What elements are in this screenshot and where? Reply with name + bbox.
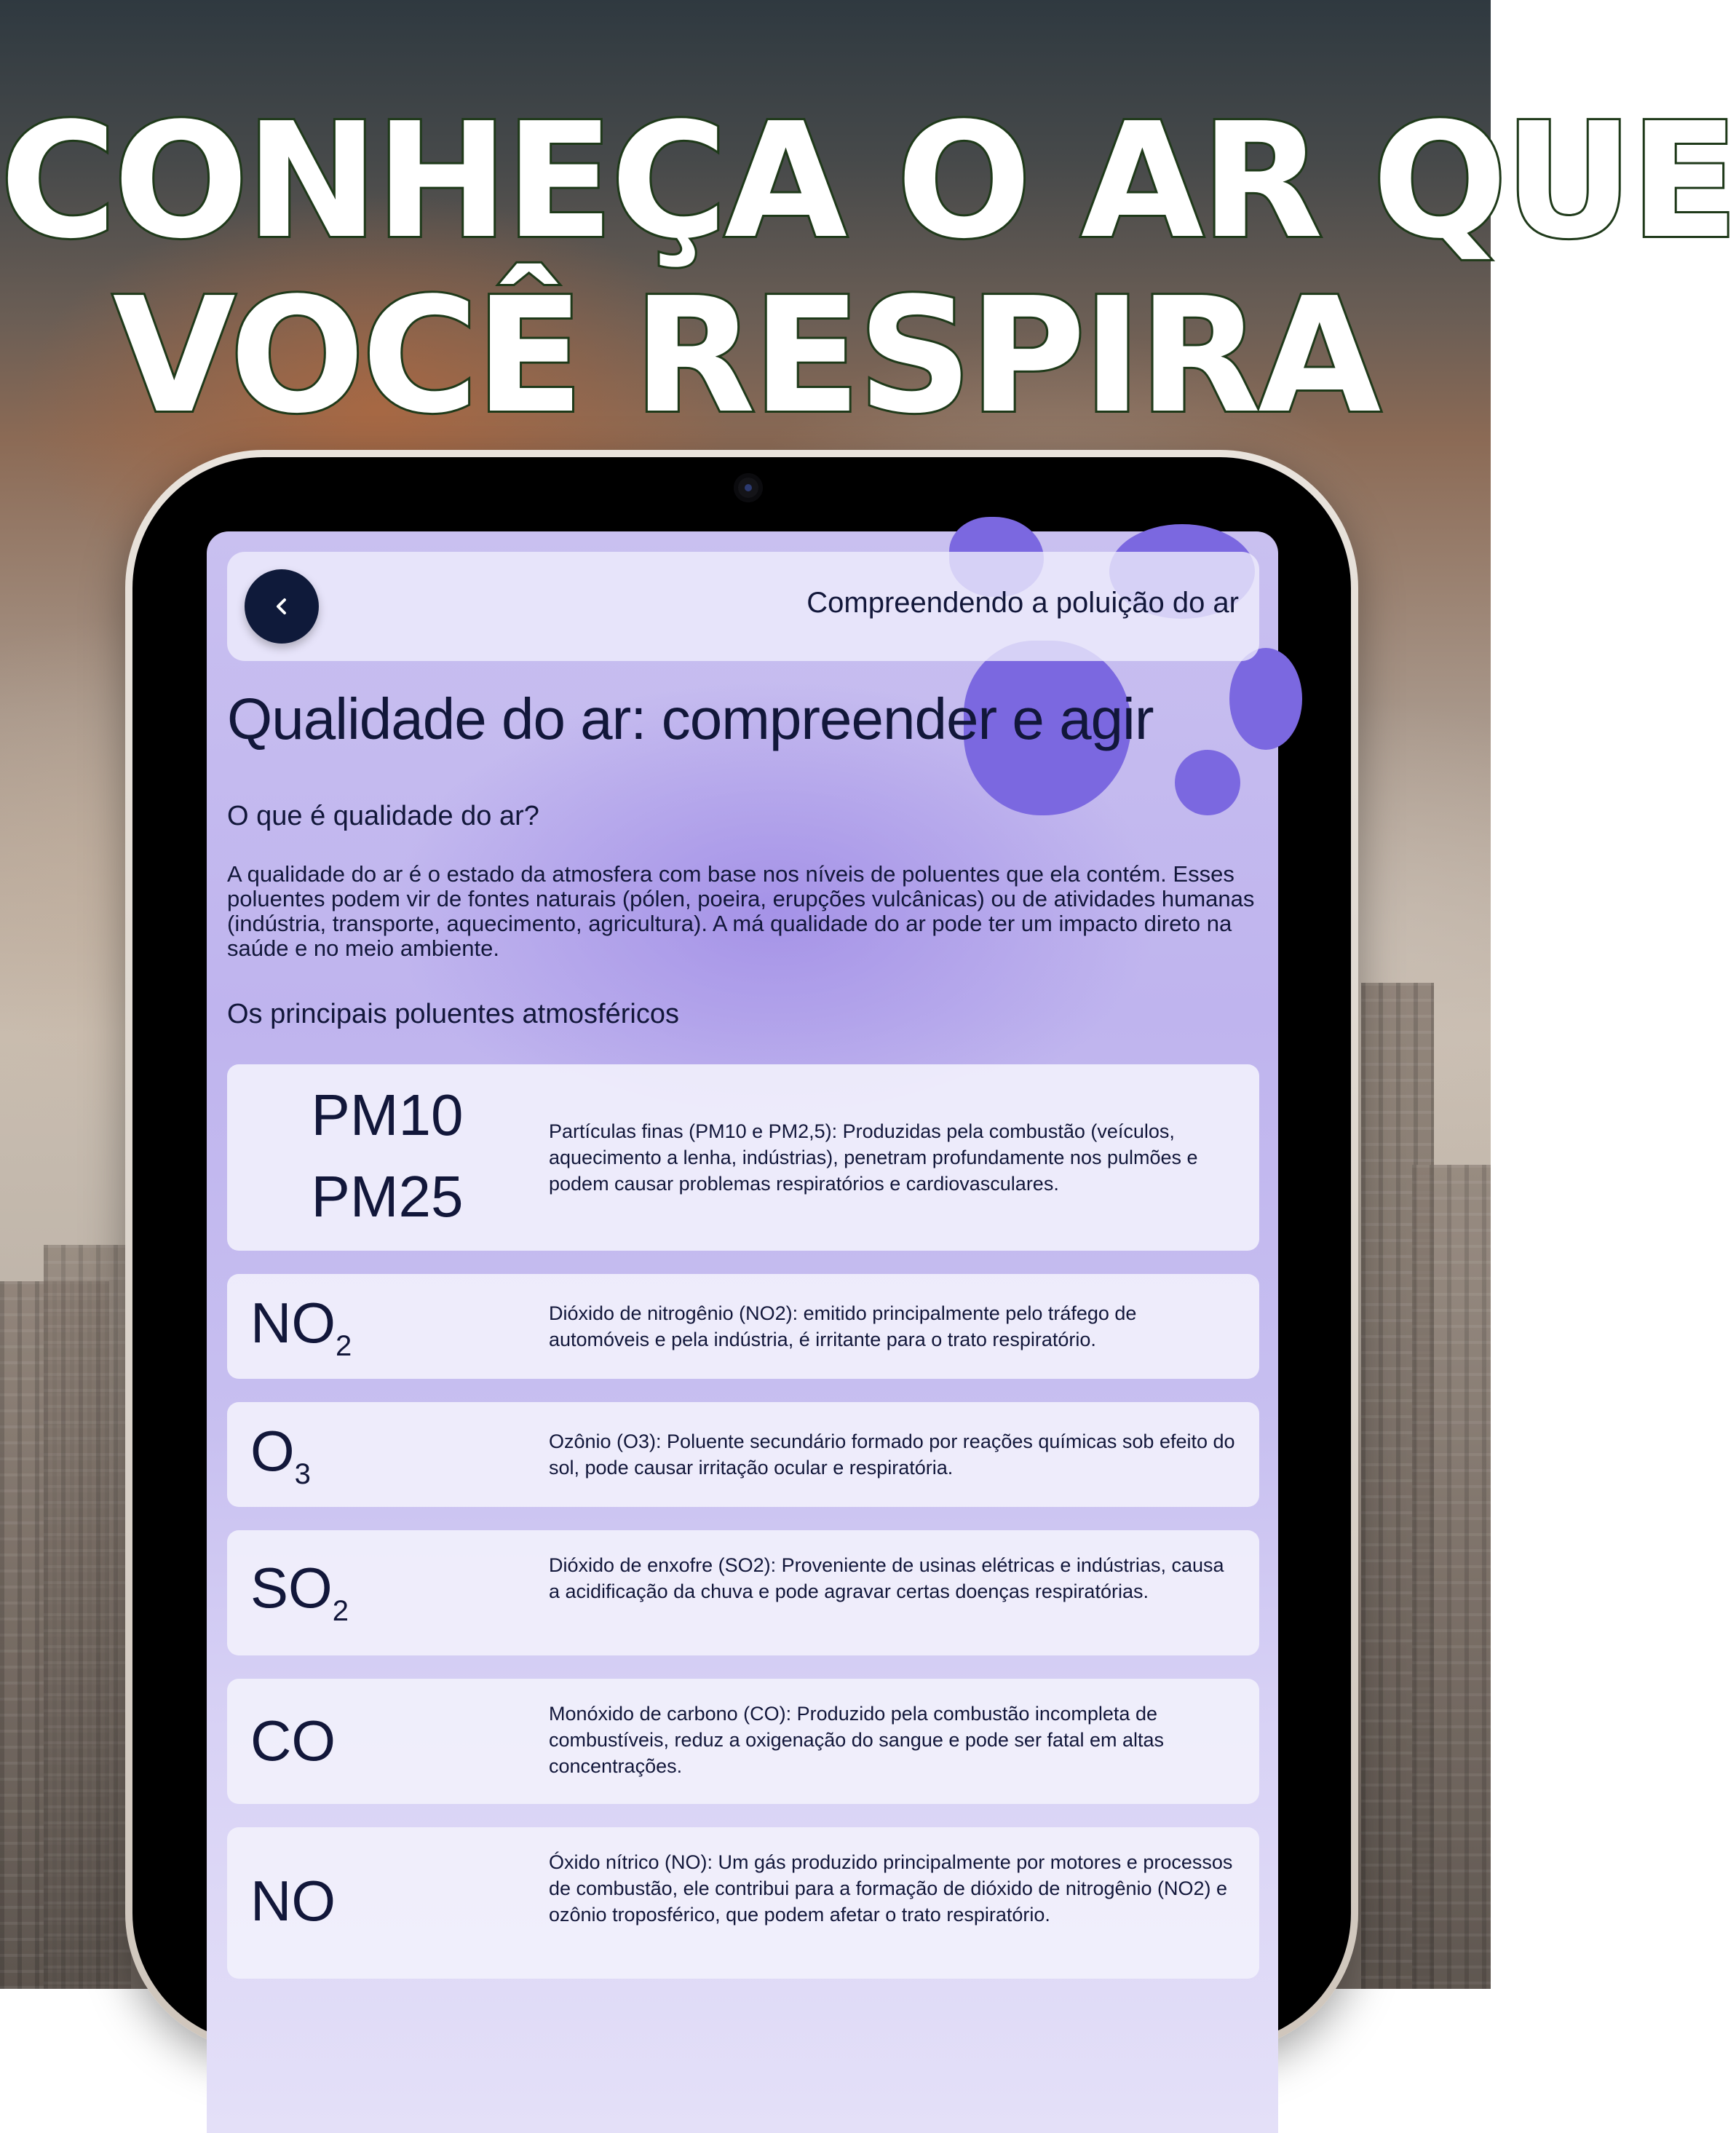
symbol-subscript: 2 [332, 1595, 349, 1627]
camera-icon [734, 473, 763, 502]
pm10-label: PM10 [311, 1083, 464, 1147]
chevron-left-icon [271, 595, 293, 617]
pollutant-symbol [250, 1708, 336, 1774]
pollutant-symbol [250, 1290, 352, 1362]
page-title: Qualidade do ar: compreender e agir [227, 686, 1154, 751]
pm25-label: PM25 [311, 1164, 464, 1229]
building-right-2 [1412, 1165, 1491, 1989]
symbol-subscript: 2 [336, 1330, 352, 1362]
promo-headline [0, 90, 1736, 448]
pollutant-description: Monóxido de carbono (CO): Produzido pela combustão incompleta de combustíveis, reduz a oxigenação do sangue e pode ser fatal em altas concentrações. [549, 1703, 1165, 1777]
pollutant-symbol [250, 1868, 336, 1934]
pollutant-symbol [250, 1418, 311, 1490]
app-header [227, 552, 1259, 661]
symbol-text: CO [250, 1709, 336, 1773]
pollutants-heading: Os principais poluentes atmosféricos [227, 999, 679, 1029]
pollutant-card-pm[interactable] [227, 1064, 1259, 1251]
decorative-blob-4 [1229, 648, 1302, 750]
symbol-text: SO [250, 1556, 333, 1620]
intro-heading: O que é qualidade do ar? [227, 801, 539, 831]
pollutant-card-o3[interactable] [227, 1402, 1259, 1507]
symbol-text: O [250, 1419, 295, 1483]
decorative-blob-5 [1175, 750, 1240, 815]
pollutant-card-no[interactable] [227, 1827, 1259, 1979]
tablet-frame [125, 450, 1358, 2051]
app-screen [207, 531, 1278, 2133]
headline-line-2: VOCÊ RESPIRA [112, 264, 1379, 448]
back-button[interactable] [245, 569, 319, 644]
pollutant-description: Partículas finas (PM10 e PM2,5): Produzidas pela combustão (veículos, aquecimento a lenha, indústrias), penetram profundamente nos pulmões e podem causar problemas respiratórios e cardiovasculares. [549, 1120, 1198, 1195]
pollutant-card-co[interactable] [227, 1679, 1259, 1804]
pollutant-description: Dióxido de enxofre (SO2): Proveniente de usinas elétricas e indústrias, causa a acidificação da chuva e pode agravar certas doenças respiratórias. [549, 1554, 1224, 1602]
tablet-bezel [132, 457, 1351, 2044]
pollutant-card-so2[interactable] [227, 1530, 1259, 1655]
symbol-text: NO [250, 1291, 336, 1355]
pollutant-card-no2[interactable] [227, 1274, 1259, 1379]
intro-text: A qualidade do ar é o estado da atmosfera com base nos níveis de poluentes que ela contém. Esses poluentes podem vir de fontes naturais (pólen, poeira, erupções vulcânicas) ou de atividades humanas (indústria, transporte, aquecimento, agricultura). A má qualidade do ar pode ter um impacto direto na saúde e no meio ambiente. [227, 861, 1255, 961]
pollutant-symbol [250, 1555, 349, 1627]
pollutant-description: Ozônio (O3): Poluente secundário formado por reações químicas sob efeito do sol, pode causar irritação ocular e respiratória. [549, 1430, 1235, 1479]
pollutant-description: Óxido nítrico (NO): Um gás produzido principalmente por motores e processos de combustão, ele contribui para a formação de dióxido de nitrogênio (NO2) e ozônio troposférico, que podem afetar o trato respiratório. [549, 1851, 1233, 1926]
pollutant-symbol [227, 1075, 547, 1238]
building-left-2 [44, 1245, 131, 1989]
symbol-subscript: 3 [294, 1458, 311, 1490]
header-title: Compreendendo a poluição do ar [806, 587, 1239, 619]
pollutant-description: Dióxido de nitrogênio (NO2): emitido principalmente pelo tráfego de automóveis e pela indústria, é irritante para o trato respiratório. [549, 1302, 1137, 1350]
symbol-text: NO [250, 1869, 336, 1933]
headline-line-1: CONHEÇA O AR QUE [0, 90, 1736, 274]
